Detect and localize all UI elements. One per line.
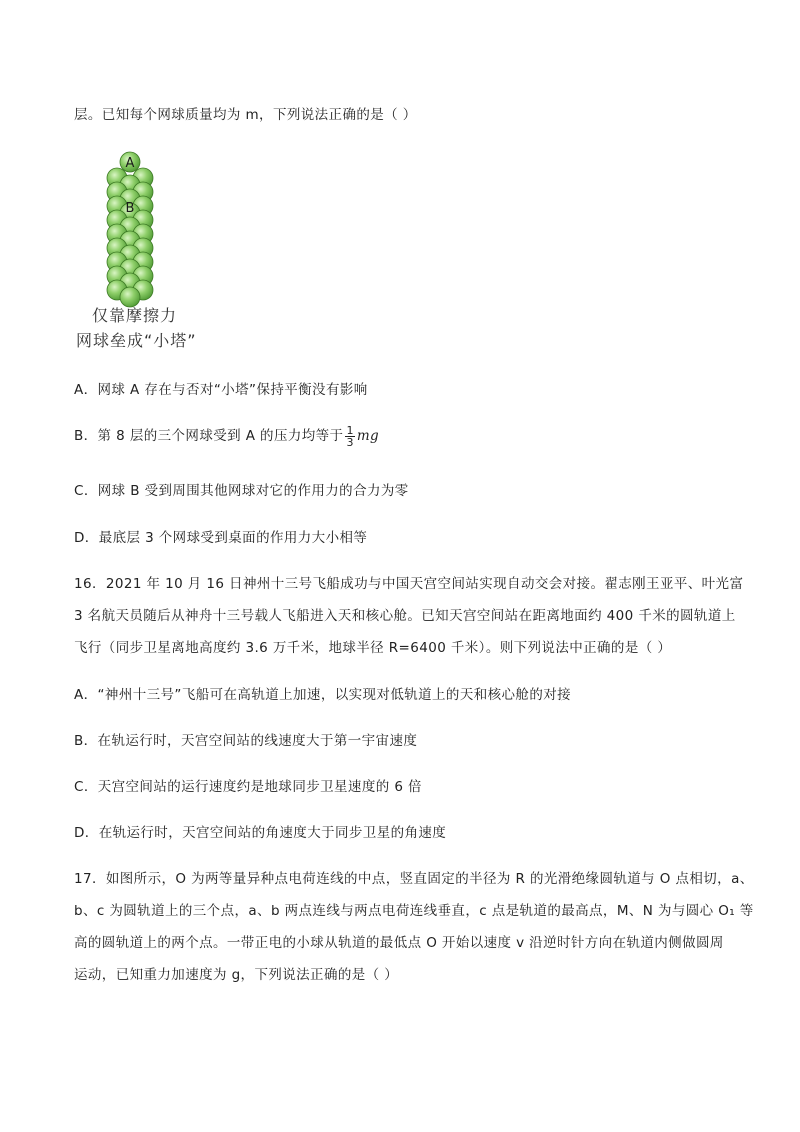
- q17-stem-line2: b、c 为圆轨道上的三个点，a、b 两点连线与两点电荷连线垂直，c 点是轨道的最高点，M、N 为与圆心 O₁ 等: [74, 903, 754, 919]
- fraction-numerator: 1: [346, 423, 354, 437]
- q16-stem-line1: 16．2021 年 10 月 16 日神州十三号飞船成功与中国天宫空间站实现自动交会对接。翟志刚王亚平、叶光富: [74, 576, 744, 592]
- q16-option-d: D．在轨运行时，天宫空间站的角速度大于同步卫星的角速度: [74, 825, 447, 841]
- q15-option-d: D．最底层 3 个网球受到桌面的作用力大小相等: [74, 530, 368, 546]
- q17-stem-line1: 17．如图所示，O 为两等量异种点电荷连线的中点，竖直固定的半径为 R 的光滑绝缘圆轨道与 O 点相切，a、: [74, 871, 754, 887]
- q15-option-b-unit: mg: [356, 428, 380, 444]
- figure-caption-line1: 仅靠摩擦力: [92, 306, 178, 325]
- q16-option-a: A．“神州十三号”飞船可在高轨道上加速，以实现对低轨道上的天和核心舱的对接: [74, 687, 572, 703]
- q15-option-b: [74, 424, 379, 448]
- q15-option-a: A．网球 A 存在与否对“小塔”保持平衡没有影响: [74, 382, 368, 398]
- fraction-one-third: [345, 425, 354, 448]
- q16-option-b: B．在轨运行时，天宫空间站的线速度大于第一宇宙速度: [74, 733, 418, 749]
- q17-stem-line4: 运动，已知重力加速度为 g，下列说法正确的是（ ）: [74, 967, 399, 983]
- figure-caption-line2: 网球垒成“小塔”: [76, 331, 197, 350]
- q17-stem-line3: 高的圆轨道上的两个点。一带正电的小球从轨道的最低点 O 开始以速度 v 沿逆时针方向在轨道内侧做圆周: [74, 935, 724, 951]
- q16-stem-line3: 飞行（同步卫星离地高度约 3.6 万千米，地球半径 R=6400 千米）。则下列说法中正确的是（ ）: [74, 640, 672, 656]
- q16-option-c: C．天宫空间站的运行速度约是地球同步卫星速度的 6 倍: [74, 779, 422, 795]
- ball-label-a: A: [125, 156, 135, 171]
- q16-stem-line2: 3 名航天员随后从神舟十三号载人飞船进入天和核心舱。已知天宫空间站在距离地面约 400 千米的圆轨道上: [74, 608, 736, 624]
- question-stem-tail: 层。已知每个网球质量均为 m，下列说法正确的是（ ）: [74, 107, 417, 123]
- q15-option-c: C．网球 B 受到周围其他网球对它的作用力的合力为零: [74, 483, 409, 499]
- fraction-denominator: 3: [346, 435, 354, 449]
- q15-option-b-text: B．第 8 层的三个网球受到 A 的压力均等于: [74, 428, 344, 444]
- tennis-balls: [107, 152, 153, 307]
- tennis-ball-tower-figure: [100, 150, 160, 310]
- ball-label-b: B: [125, 201, 135, 216]
